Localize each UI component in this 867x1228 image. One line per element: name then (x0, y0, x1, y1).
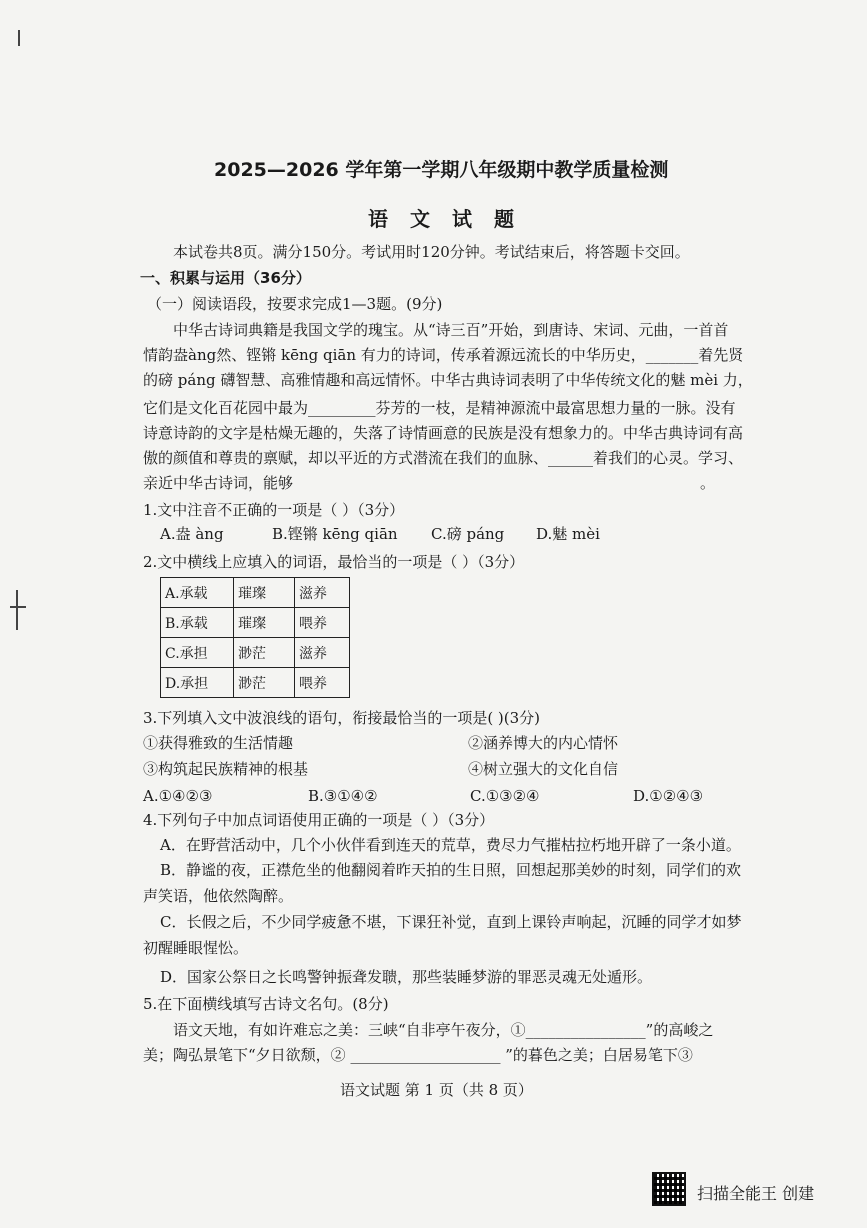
q3-item: ③构筑起民族精神的根基 (143, 760, 309, 778)
passage-line: 亲近中华古诗词，能够 (143, 474, 294, 492)
q1-option: D.魅 mèi (536, 525, 600, 543)
question-1-stem: 1.文中注音不正确的一项是（ ）（3分） (143, 501, 405, 519)
scanner-watermark: 扫描全能王 创建 (697, 1184, 815, 1203)
exam-intro: 本试卷共8页。满分150分。考试用时120分钟。考试结束后，将答题卡交回。 (173, 243, 690, 261)
question-5-stem: 5.在下面横线填写古诗文名句。(8分) (143, 995, 389, 1013)
passage-line: 它们是文化百花园中最为_________芬芳的一枝，是精神源流中最富思想力量的一脉。没有 (143, 399, 736, 417)
q3-option: D.①②④③ (633, 787, 704, 805)
table-row (161, 578, 350, 608)
q4-option-line: C．长假之后，不少同学疲惫不堪，下课狂补觉，直到上课铃声响起，沉睡的同学才如梦 (160, 913, 742, 931)
q1-option: B.铿锵 kēng qiān (272, 525, 398, 543)
table-row (161, 668, 350, 698)
q4-option-line: 声笑语，他依然陶醉。 (143, 887, 294, 905)
table-cell: B.承载 (161, 608, 234, 638)
table-cell: 滋养 (295, 578, 350, 608)
passage-line: 中华古诗词典籍是我国文学的瑰宝。从“诗三百”开始，到唐诗、宋词、元曲，一首首 (173, 321, 729, 339)
q4-option-line: B．静谧的夜，正襟危坐的他翻阅着昨天拍的生日照，回想起那美妙的时刻，同学们的欢 (160, 861, 742, 879)
table-cell: A.承载 (161, 578, 234, 608)
binding-mark (16, 590, 18, 630)
q1-option: C.磅 páng (431, 525, 505, 543)
passage-line: 傲的颜值和尊贵的禀赋，却以平近的方式潜流在我们的血脉、______着我们的心灵。学习、 (143, 449, 744, 467)
table-cell: D.承担 (161, 668, 234, 698)
q5-line: 语文天地，有如许难忘之美：三峡“自非亭午夜分，①________________”的高峻之 (173, 1021, 714, 1039)
section-heading: 一、积累与运用（36分） (140, 269, 311, 287)
page-subtitle: 语文试题 (368, 207, 536, 231)
question-4-stem: 4.下列句子中加点词语使用正确的一项是（ ）（3分） (143, 811, 495, 829)
q3-item: ②涵养博大的内心情怀 (468, 734, 619, 752)
q4-option-line: D．国家公祭日之长鸣警钟振聋发聩，那些装睡梦游的罪恶灵魂无处遁形。 (160, 968, 653, 986)
qr-code-icon (652, 1172, 686, 1206)
table-cell: 喂养 (295, 608, 350, 638)
q5-line: 美；陶弘景笔下“夕日欲颓，② ____________________ ”的暮色之美；白居易笔下③ (143, 1046, 693, 1064)
q3-item: ④树立强大的文化自信 (468, 760, 619, 778)
table-cell: 喂养 (295, 668, 350, 698)
q3-option: B.③①④② (308, 787, 378, 805)
q4-option-line: A．在野营活动中，几个小伙伴看到连天的荒草，费尽力气摧枯拉朽地开辟了一条小道。 (160, 836, 741, 854)
q3-item: ①获得雅致的生活情趣 (143, 734, 294, 752)
table-cell: 滋养 (295, 638, 350, 668)
passage-line: 情韵盎àng然、铿锵 kēng qiān 有力的诗词，传承着源远流长的中华历史，_______着先贤 (143, 346, 744, 364)
q1-option: A.盎 àng (160, 525, 224, 543)
table-row (161, 608, 350, 638)
q3-option: A.①④②③ (143, 787, 213, 805)
q2-options-table (160, 577, 350, 698)
table-cell: 璀璨 (234, 578, 295, 608)
table-cell: 渺茫 (234, 638, 295, 668)
page-title: 2025—2026 学年第一学期八年级期中教学质量检测 (214, 159, 669, 181)
table-cell: C.承担 (161, 638, 234, 668)
table-cell: 璀璨 (234, 608, 295, 638)
part-heading: （一）阅读语段，按要求完成1—3题。(9分) (147, 295, 443, 313)
table-row (161, 638, 350, 668)
table-cell: 渺茫 (234, 668, 295, 698)
binding-mark (10, 606, 26, 608)
question-2-stem: 2.文中横线上应填入的词语，最恰当的一项是（ ）（3分） (143, 553, 525, 571)
passage-line: 诗意诗韵的文字是枯燥无趣的，失落了诗情画意的民族是没有想象力的。中华古典诗词有高 (143, 424, 744, 442)
page-footer: 语文试题 第 1 页（共 8 页） (340, 1081, 533, 1099)
question-3-stem: 3.下列填入文中波浪线的语句，衔接最恰当的一项是( )(3分) (143, 709, 541, 727)
passage-end: 。 (700, 474, 716, 492)
q3-option: C.①③②④ (470, 787, 540, 805)
passage-line: 的磅 páng 礴智慧、高雅情趣和高远情怀。中华古典诗词表明了中华传统文化的魅 mèi 力， (143, 371, 753, 389)
edge-mark (18, 30, 20, 46)
q4-option-line: 初醒睡眼惺忪。 (143, 939, 249, 957)
